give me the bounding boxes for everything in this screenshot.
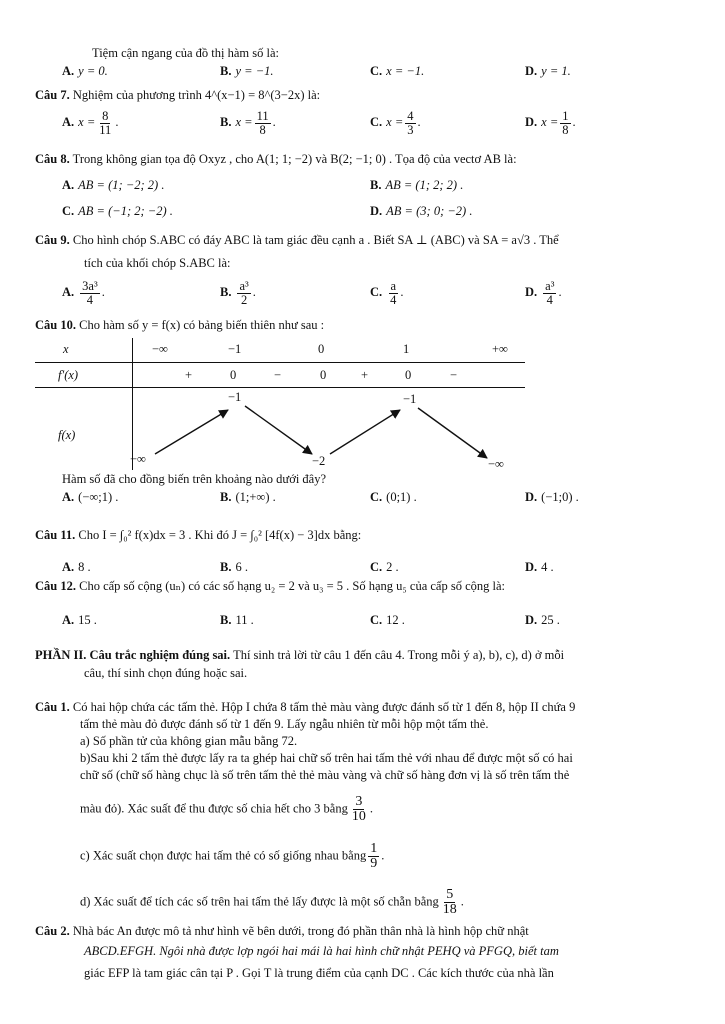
q8-stem: Câu 8. Trong không gian tọa độ Oxyz , cho A(1; 1; −2) và B(2; −1; 0) . Tọa độ của vectơ AB là: xyxy=(35,152,517,166)
q11-option-d: D. 4 . xyxy=(525,560,554,574)
q7-option-b: B. x = $\frac{11}{8}$ . xyxy=(220,109,276,137)
q10-option-d: D. (−1;0) . xyxy=(525,490,579,504)
arrow-increasing-1 xyxy=(155,410,228,454)
p2q1-statement-c: c) Xác suất chọn được hai tấm thẻ có số giống nhau bằng $\frac{1}{9}$ . xyxy=(80,841,385,871)
sign: 0 xyxy=(405,368,412,382)
q12-option-c: C. 12 . xyxy=(370,613,405,627)
part2-intro-line2: câu, thí sinh chọn đúng hoặc sai. xyxy=(84,666,248,680)
q7-option-d: D. x = $\frac{1}{8}$ . xyxy=(525,109,576,137)
f-value: −1 xyxy=(403,392,417,406)
q7-option-a: A. x = $\frac{8}{11}$ . xyxy=(62,109,119,137)
x-value: +∞ xyxy=(492,342,508,356)
part2-intro-line1: PHẦN II. Câu trắc nghiệm đúng sai. Thí sinh trả lời từ câu 1 đến câu 4. Trong mỗi ý a), b), c), d) ở mỗi xyxy=(35,648,565,662)
q12-stem: Câu 12. Cho cấp số cộng (uₙ) có các số hạng u₂ = 2 và u₃ = 5 . Số hạng u₅ của cấp số cộng là: xyxy=(35,579,505,593)
q11-option-c: C. 2 . xyxy=(370,560,399,574)
p2q1-statement-b-line1: b)Sau khi 2 tấm thẻ được lấy ra ta ghép hai chữ số trên hai tấm thẻ với nhau để được một số có hai xyxy=(80,751,573,765)
q9-stem-line1: Câu 9. Cho hình chóp S.ABC có đáy ABC là tam giác đều cạnh a . Biết SA ⊥ (ABC) và SA = a√3 . Thể xyxy=(35,233,559,247)
arrow-decreasing-2 xyxy=(418,408,487,458)
q8-option-c: C. AB = (−1; 2; −2) . xyxy=(62,204,173,218)
q11-option-b: B. 6 . xyxy=(220,560,248,574)
sign: 0 xyxy=(230,368,237,382)
f-value: −∞ xyxy=(488,457,504,471)
x-value: −1 xyxy=(228,342,242,356)
q12-option-a: A. 15 . xyxy=(62,613,97,627)
row-label-f: f(x) xyxy=(58,428,76,442)
q11-stem: Câu 11. Cho I = ∫₀² f(x)dx = 3 . Khi đó J = ∫₀² [4f(x) − 3]dx bằng: xyxy=(35,528,362,542)
q10-question: Hàm số đã cho đồng biến trên khoảng nào dưới đây? xyxy=(62,472,327,486)
q8-option-a: A. AB = (1; −2; 2) . xyxy=(62,178,165,192)
q8-option-b: B. AB = (1; 2; 2) . xyxy=(370,178,464,192)
sign: + xyxy=(361,368,369,382)
q6-intro: Tiệm cận ngang của đồ thị hàm số là: xyxy=(92,46,280,60)
q8-option-d: D. AB = (3; 0; −2) . xyxy=(370,204,473,218)
q9-option-c: C. $\frac{a}{4}$ . xyxy=(370,279,404,307)
q11-option-a: A. 8 . xyxy=(62,560,91,574)
row-label-fprime: f′(x) xyxy=(58,368,79,382)
q10-stem: Câu 10. Cho hàm số y = f(x) có bảng biến thiên như sau : xyxy=(35,318,325,332)
x-value: 0 xyxy=(318,342,325,356)
p2q2-stem-line3: giác EFP là tam giác cân tại P . Gọi T là trung điểm của cạnh DC . Các kích thước của nhà lần xyxy=(84,966,554,980)
q12-option-b: B. 11 . xyxy=(220,613,254,627)
q9-option-d: D. $\frac{\text{a³}}{4}$ . xyxy=(525,279,562,307)
x-value: 1 xyxy=(403,342,410,356)
x-value: −∞ xyxy=(152,342,168,356)
p2q1-statement-b-line2: chữ số (chữ số hàng chục là số trên tấm thẻ thẻ màu vàng và chữ số hàng đơn vị là số trên tấm thẻ xyxy=(80,768,570,782)
q9-option-b: B. $\frac{\text{a³}}{2}$ . xyxy=(220,279,256,307)
sign: − xyxy=(274,368,282,382)
f-value: −2 xyxy=(312,454,326,468)
q7-option-c: C. x = $\frac{4}{3}$ . xyxy=(370,109,421,137)
sign: − xyxy=(450,368,458,382)
p2q1-stem-line2: tấm thẻ màu đỏ được đánh số từ 1 đến 9. Lấy ngẫu nhiên từ mỗi hộp một tấm thẻ. xyxy=(80,717,489,731)
sign: 0 xyxy=(320,368,327,382)
p2q2-stem-line2: ABCD.EFGH. Ngôi nhà được lợp ngói hai mái là hai hình chữ nhật PEHQ và PFGQ, biết tam xyxy=(84,944,559,958)
q9-stem-line2: tích của khối chóp S.ABC là: xyxy=(84,256,231,270)
p2q1-statement-b-line3: màu đỏ). Xác suất để thu được số chia hết cho 3 bằng $\frac{3}{10}$ . xyxy=(80,794,373,824)
arrow-decreasing-1 xyxy=(245,406,312,454)
q6-option-a: A. y = 0. xyxy=(62,64,108,78)
f-value: −1 xyxy=(228,390,242,404)
q7-stem: Câu 7. Nghiệm của phương trình 4^(x−1) = 8^(3−2x) là: xyxy=(35,88,321,102)
q12-option-d: D. 25 . xyxy=(525,613,560,627)
q10-option-c: C. (0;1) . xyxy=(370,490,417,504)
q10-option-b: B. (1;+∞) . xyxy=(220,490,276,504)
q9-option-a: A. $\frac{\text{3a³}}{4}$ . xyxy=(62,279,105,307)
f-value: −∞ xyxy=(130,452,146,466)
row-label-x: x xyxy=(63,342,69,356)
p2q1-stem-line1: Câu 1. Có hai hộp chứa các tấm thẻ. Hộp I chứa 8 tấm thẻ màu vàng được đánh số từ 1 đến 8, hộp II chứa 9 xyxy=(35,700,576,714)
q6-option-b: B. y = −1. xyxy=(220,64,274,78)
p2q2-stem-line1: Câu 2. Nhà bác An được mô tả như hình vẽ bên dưới, trong đó phần thân nhà là hình hộp chữ nhật xyxy=(35,924,529,938)
arrow-increasing-2 xyxy=(330,410,400,454)
q6-option-d: D. y = 1. xyxy=(525,64,571,78)
sign: + xyxy=(185,368,193,382)
q10-option-a: A. (−∞;1) . xyxy=(62,490,119,504)
p2q1-statement-a: a) Số phần tử của không gian mẫu bằng 72. xyxy=(80,734,298,748)
p2q1-statement-d: d) Xác suất để tích các số trên hai tấm thẻ lấy được là một số chẵn bằng $\frac{5}{18}$ . xyxy=(80,887,464,917)
q6-option-c: C. x = −1. xyxy=(370,64,425,78)
